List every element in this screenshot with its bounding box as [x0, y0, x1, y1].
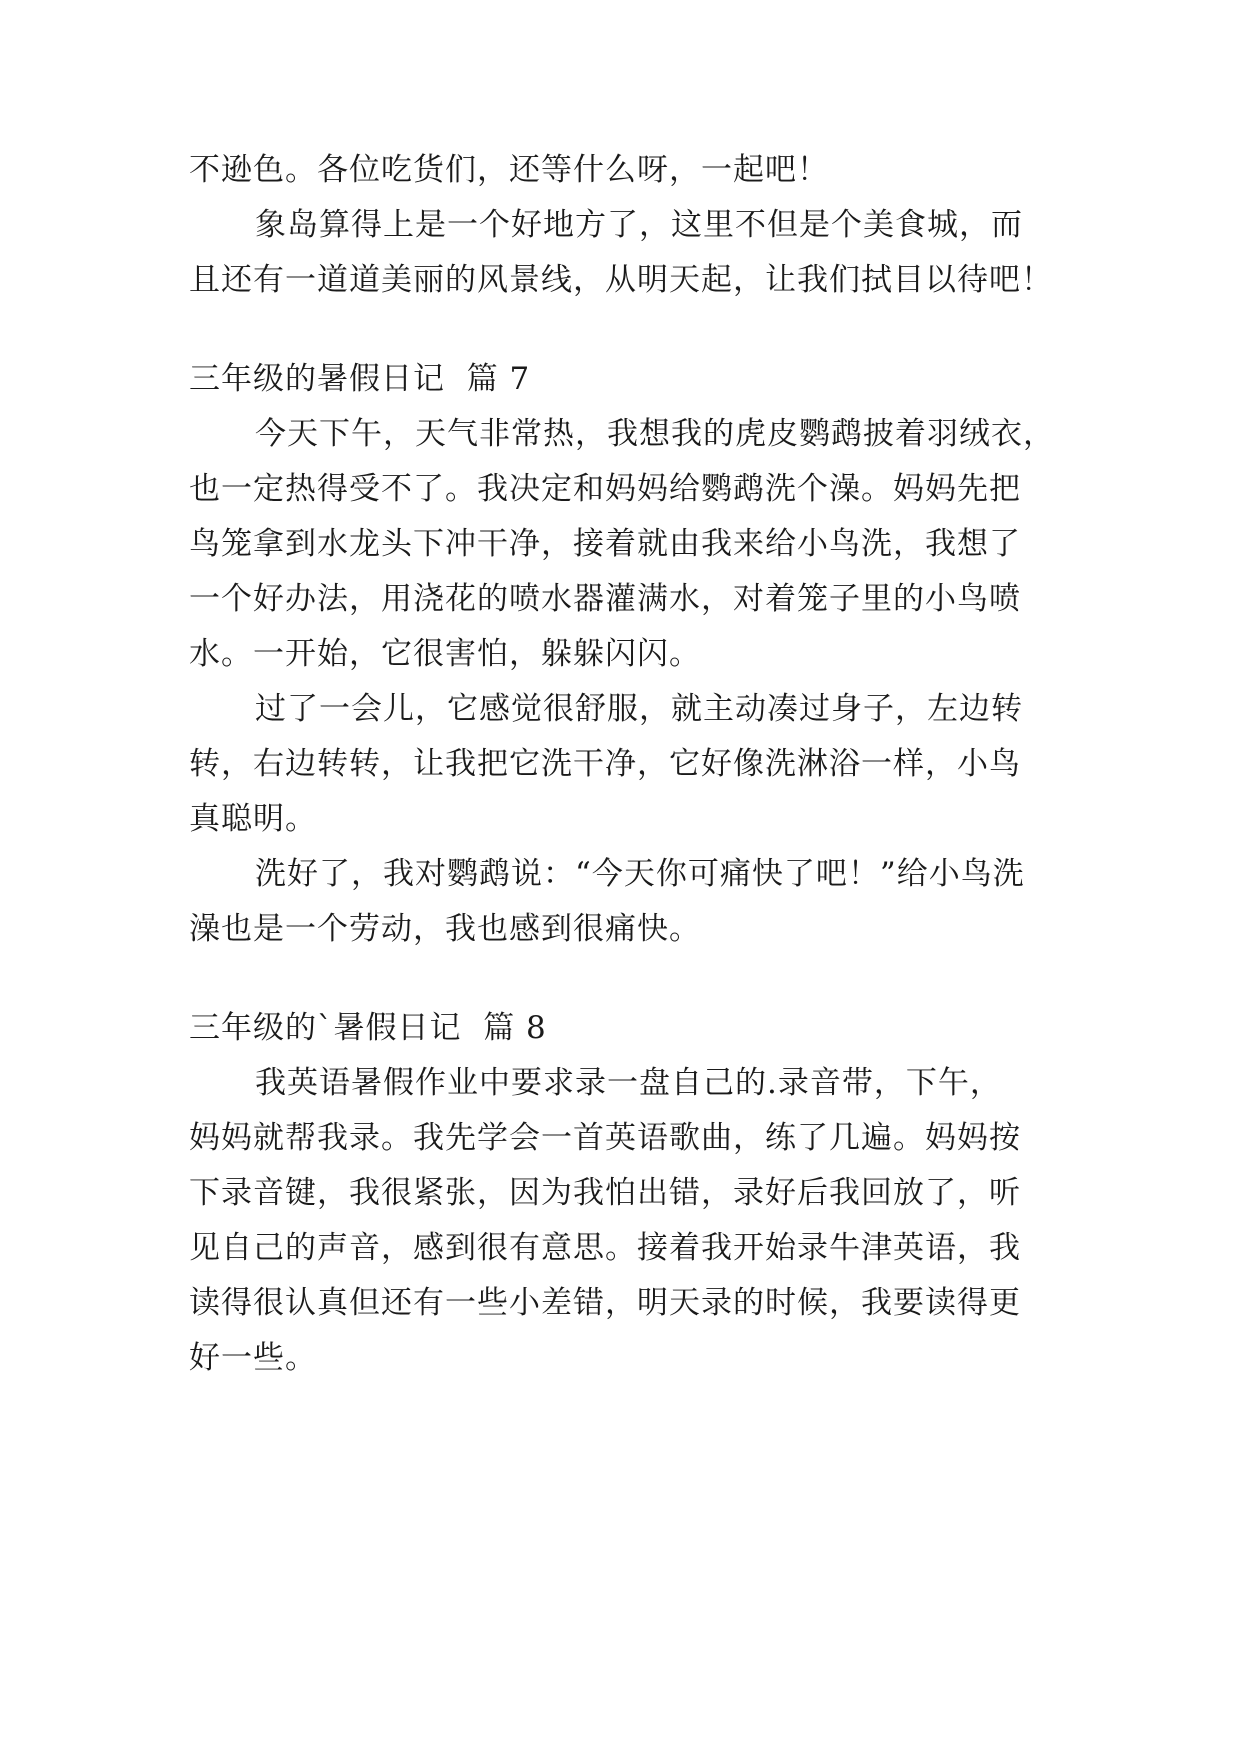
- paragraph-line: 洗好了，我对鹦鹉说：“今天你可痛快了吧！”给小鸟洗: [255, 856, 1025, 892]
- paragraph-line: 见自己的声音，感到很有意思。接着我开始录牛津英语，我: [189, 1230, 1021, 1266]
- paragraph-line: 过了一会儿，它感觉很舒服，就主动凑过身子，左边转: [255, 691, 1023, 727]
- paragraph-line: 下录音键，我很紧张，因为我怕出错，录好后我回放了，听: [189, 1175, 1021, 1211]
- paragraph-line: 妈妈就帮我录。我先学会一首英语歌曲，练了几遍。妈妈按: [189, 1120, 1021, 1156]
- paragraph-line: 一个好办法，用浇花的喷水器灌满水，对着笼子里的小鸟喷: [189, 581, 1021, 617]
- paragraph-line: 转，右边转转，让我把它洗干净，它好像洗淋浴一样，小鸟: [189, 746, 1021, 782]
- section-heading-8: 三年级的`暑假日记 篇 8: [189, 1010, 547, 1046]
- paragraph-line: 澡也是一个劳动，我也感到很痛快。: [189, 911, 701, 947]
- paragraph-line: 今天下午，天气非常热，我想我的虎皮鹦鹉披着羽绒衣，: [255, 416, 1055, 452]
- paragraph-line: 也一定热得受不了。我决定和妈妈给鹦鹉洗个澡。妈妈先把: [189, 471, 1021, 507]
- section-heading-7: 三年级的暑假日记 篇 7: [189, 361, 531, 397]
- paragraph-line: 且还有一道道美丽的风景线，从明天起，让我们拭目以待吧！: [189, 262, 1053, 298]
- paragraph-line: 读得很认真但还有一些小差错，明天录的时候，我要读得更: [189, 1285, 1021, 1321]
- paragraph-line: 我英语暑假作业中要求录一盘自己的.录音带，下午，: [255, 1065, 1002, 1101]
- paragraph-line: 真聪明。: [189, 801, 317, 837]
- paragraph-line: 好一些。: [189, 1340, 317, 1376]
- paragraph-line: 象岛算得上是一个好地方了，这里不但是个美食城，而: [255, 207, 1023, 243]
- continuation-line: 不逊色。各位吃货们，还等什么呀，一起吧！: [189, 152, 829, 188]
- paragraph-line: 水。一开始，它很害怕，躲躲闪闪。: [189, 636, 701, 672]
- paragraph-line: 鸟笼拿到水龙头下冲干净，接着就由我来给小鸟洗，我想了: [189, 526, 1021, 562]
